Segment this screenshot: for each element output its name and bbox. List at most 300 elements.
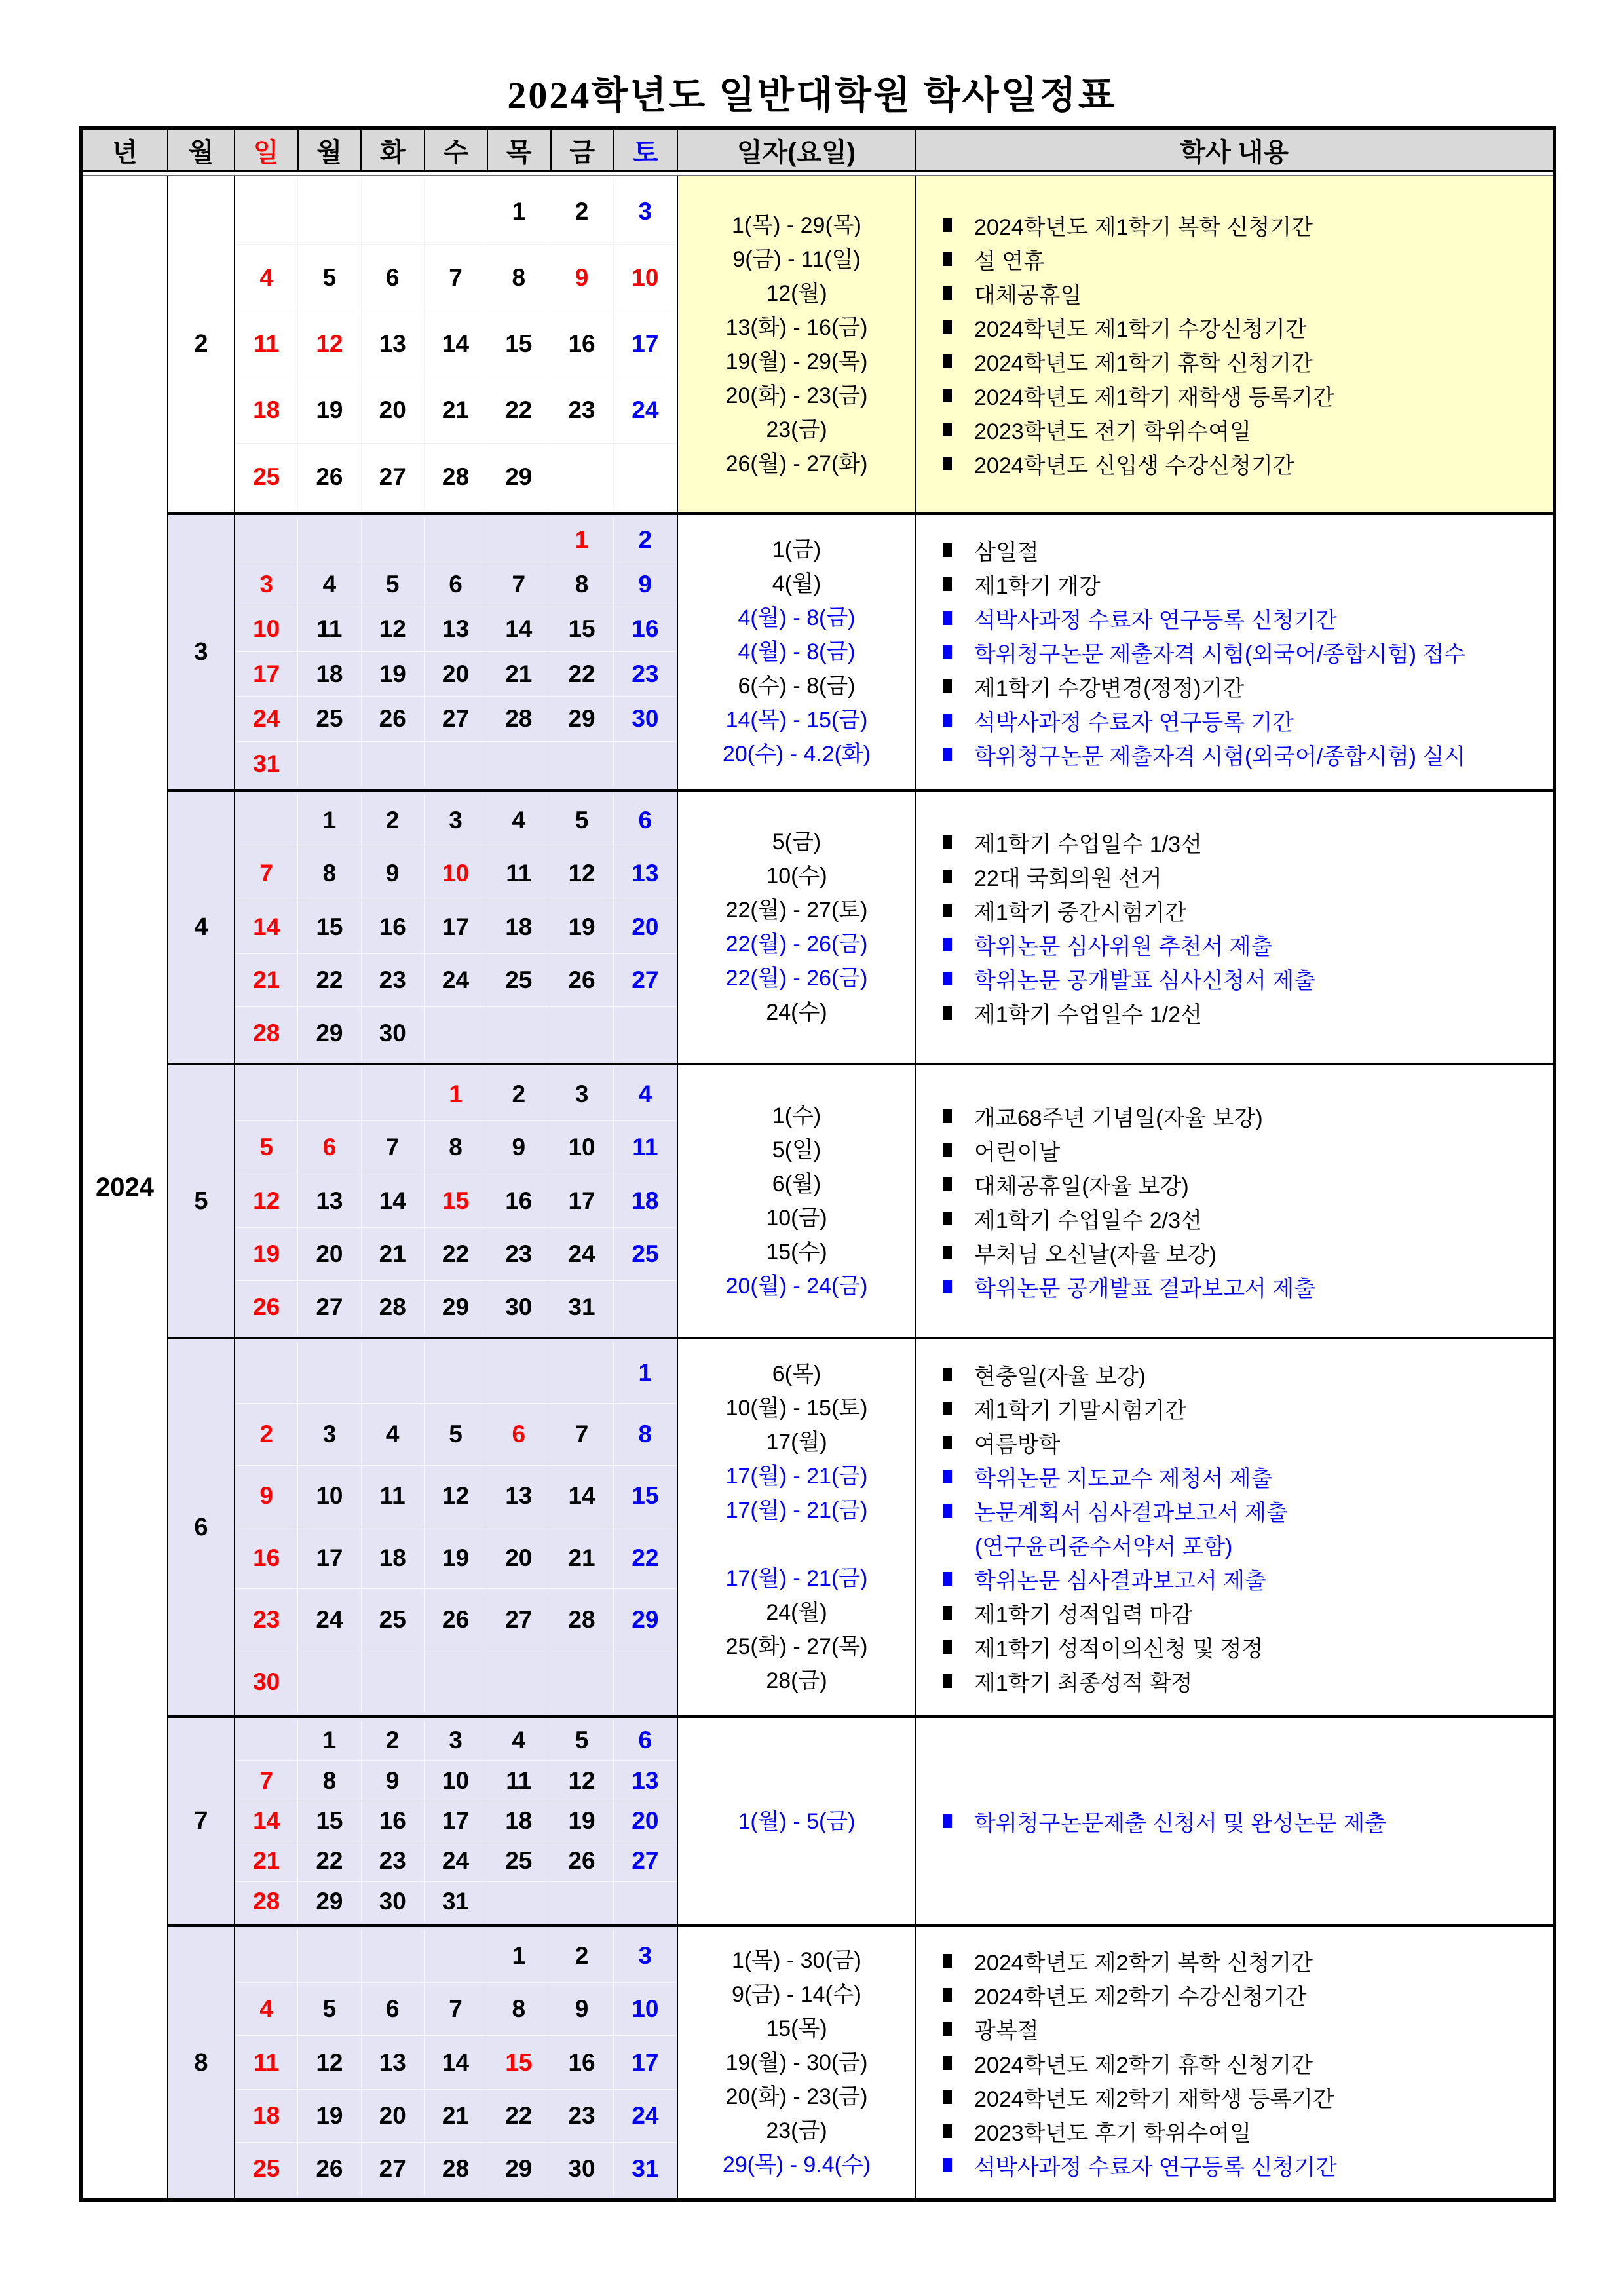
- day-cell: 10: [425, 1761, 487, 1801]
- day-cell: [487, 1882, 550, 1922]
- bullet-icon: [943, 389, 952, 402]
- day-cell: 7: [425, 245, 487, 311]
- day-cell: 20: [362, 2090, 425, 2143]
- day-cell: 22: [298, 1841, 361, 1881]
- day-cell: 24: [614, 377, 677, 444]
- day-cell: [298, 1651, 361, 1713]
- day-cell: 1: [550, 518, 613, 562]
- day-cell: 19: [425, 1527, 487, 1589]
- day-cell: 27: [425, 697, 487, 741]
- schedule-item-text: 제1학기 중간시험기간: [974, 900, 1186, 925]
- day-cell: 3: [614, 179, 677, 245]
- week-row: [235, 652, 677, 697]
- month-label-2: 2: [168, 176, 235, 512]
- day-cell: 25: [614, 1228, 677, 1281]
- day-cell: 30: [235, 1651, 298, 1713]
- day-cell: 22: [487, 2090, 550, 2143]
- day-cell: [425, 1342, 487, 1404]
- schedule-item: [916, 859, 1553, 893]
- day-cell: 13: [425, 607, 487, 652]
- day-cell: 9: [235, 1466, 298, 1527]
- bullet-icon: [943, 1954, 952, 1968]
- date-range: 26(월) - 27(화): [725, 451, 868, 476]
- date-range: 22(월) - 27(토): [725, 898, 868, 923]
- header-cell-thursday: 목: [488, 130, 552, 170]
- header-cell-date-range: 일자(요일): [678, 130, 916, 170]
- day-cell: 20: [614, 900, 677, 953]
- day-cell: 16: [487, 1174, 550, 1227]
- day-cell: 26: [298, 444, 361, 510]
- day-cell: 11: [487, 1761, 550, 1801]
- month-8-day-grid: [235, 1927, 678, 2198]
- schedule-item: [916, 277, 1553, 311]
- schedule-item-text: 석박사과정 수료자 연구등록 신청기간: [974, 2154, 1337, 2180]
- month-5-date-column: [678, 1065, 916, 1337]
- day-cell: 9: [614, 562, 677, 607]
- day-cell: 20: [614, 1801, 677, 1841]
- month-5-content-column: [916, 1065, 1553, 1337]
- year-label: 2024: [96, 1172, 154, 1202]
- day-cell: [298, 742, 361, 786]
- day-cell: 23: [235, 1589, 298, 1651]
- week-row: [235, 1121, 677, 1174]
- day-cell: [614, 742, 677, 786]
- day-cell: 14: [425, 2036, 487, 2089]
- date-range: 23(금): [766, 2118, 827, 2143]
- bullet-icon: [943, 2158, 952, 2172]
- month-block-5: [168, 1063, 1553, 1337]
- week-row: [235, 847, 677, 900]
- day-cell: [362, 1068, 425, 1121]
- month-label-3: 3: [168, 515, 235, 789]
- day-cell: 28: [235, 1882, 298, 1922]
- date-range: 13(화) - 16(금): [725, 315, 868, 340]
- week-row: [235, 2090, 677, 2143]
- month-2-day-grid: [235, 176, 678, 512]
- day-cell: 1: [298, 1721, 361, 1761]
- date-range: 19(월) - 29(목): [725, 349, 868, 374]
- date-range: 17(월): [766, 1430, 827, 1455]
- day-cell: 1: [614, 1342, 677, 1404]
- year-cell: [83, 176, 168, 2198]
- day-cell: 24: [614, 2090, 677, 2143]
- day-cell: 17: [298, 1527, 361, 1589]
- month-7-date-column: [678, 1718, 916, 1924]
- day-cell: [487, 1342, 550, 1404]
- date-range: 24(수): [766, 1000, 827, 1025]
- day-cell: 21: [235, 1841, 298, 1881]
- day-cell: 11: [362, 1466, 425, 1527]
- day-cell: 24: [425, 954, 487, 1007]
- week-row: [235, 1801, 677, 1841]
- day-cell: 16: [614, 607, 677, 652]
- schedule-item: [916, 1201, 1553, 1235]
- schedule-item: [916, 2114, 1553, 2148]
- week-row: [235, 1007, 677, 1060]
- day-cell: 18: [235, 377, 298, 444]
- day-cell: 27: [614, 1841, 677, 1881]
- bullet-icon: [943, 320, 952, 334]
- bullet-icon: [943, 748, 952, 761]
- schedule-item: [916, 635, 1553, 669]
- day-cell: 31: [235, 742, 298, 786]
- header-cell-sunday: 일: [235, 130, 299, 170]
- day-cell: [550, 1882, 613, 1922]
- bullet-icon: [943, 1814, 952, 1828]
- day-cell: [235, 794, 298, 847]
- date-range: 24(월): [766, 1600, 827, 1625]
- month-8-date-column: [678, 1927, 916, 2198]
- day-cell: 18: [298, 652, 361, 697]
- schedule-item: [916, 893, 1553, 927]
- month-label-4: 4: [168, 792, 235, 1063]
- day-cell: 14: [487, 607, 550, 652]
- month-3-content-column: [916, 515, 1553, 789]
- day-cell: 4: [614, 1068, 677, 1121]
- schedule-item: [916, 703, 1553, 737]
- month-7-content-column: [916, 1718, 1553, 1924]
- schedule-item-text: 논문계획서 심사결과보고서 제출: [974, 1500, 1288, 1525]
- day-cell: [298, 179, 361, 245]
- header-cell-wednesday: 수: [425, 130, 489, 170]
- day-cell: 10: [614, 1983, 677, 2036]
- schedule-item-text: 2024학년도 제2학기 재학생 등록기간: [974, 2086, 1334, 2112]
- day-cell: 28: [487, 697, 550, 741]
- day-cell: 15: [298, 900, 361, 953]
- schedule-item: [916, 601, 1553, 635]
- day-cell: [235, 1930, 298, 1983]
- day-cell: 20: [298, 1228, 361, 1281]
- day-cell: [235, 1068, 298, 1121]
- date-range: 4(월) - 8(금): [738, 605, 856, 630]
- day-cell: 4: [298, 562, 361, 607]
- schedule-item: [916, 1527, 1553, 1561]
- day-cell: 24: [235, 697, 298, 741]
- schedule-item-text: 제1학기 수강변경(정정)기간: [974, 676, 1245, 701]
- day-cell: 12: [235, 1174, 298, 1227]
- day-cell: 28: [425, 2143, 487, 2196]
- week-row: [235, 1983, 677, 2036]
- day-cell: 4: [362, 1404, 425, 1465]
- week-row: [235, 1589, 677, 1651]
- day-cell: 13: [487, 1466, 550, 1527]
- date-range: 20(화) - 23(금): [725, 383, 868, 408]
- schedule-item: [916, 1167, 1553, 1201]
- day-cell: 15: [614, 1466, 677, 1527]
- day-cell: [487, 1651, 550, 1713]
- day-cell: 7: [362, 1121, 425, 1174]
- table-header-row: [83, 130, 1553, 170]
- day-cell: [550, 1342, 613, 1404]
- day-cell: 2: [362, 794, 425, 847]
- day-cell: 27: [487, 1589, 550, 1651]
- day-cell: 3: [235, 562, 298, 607]
- day-cell: 25: [487, 954, 550, 1007]
- schedule-item: [916, 2012, 1553, 2046]
- schedule-item-text: 학위논문 심사위원 추천서 제출: [974, 934, 1273, 959]
- schedule-item: [916, 1269, 1553, 1303]
- schedule-item: [916, 927, 1553, 961]
- day-cell: [362, 742, 425, 786]
- day-cell: 6: [362, 245, 425, 311]
- month-block-4: [168, 789, 1553, 1063]
- month-block-3: [168, 512, 1553, 789]
- schedule-item: [916, 2148, 1553, 2182]
- bullet-icon: [943, 1606, 952, 1620]
- schedule-item: [916, 1561, 1553, 1596]
- day-cell: 16: [362, 1801, 425, 1841]
- week-row: [235, 1841, 677, 1881]
- day-cell: 6: [614, 1721, 677, 1761]
- day-cell: 9: [362, 847, 425, 900]
- day-cell: 26: [235, 1281, 298, 1334]
- day-cell: 26: [425, 1589, 487, 1651]
- day-cell: 28: [235, 1007, 298, 1060]
- schedule-item-text: 제1학기 최종성적 확정: [974, 1670, 1193, 1696]
- bullet-icon: [943, 423, 952, 436]
- day-cell: 5: [425, 1404, 487, 1465]
- week-row: [235, 245, 677, 311]
- schedule-item-text: 제1학기 수업일수 1/3선: [974, 832, 1202, 857]
- date-range: 4(월) - 8(금): [738, 640, 856, 664]
- day-cell: 28: [425, 444, 487, 510]
- schedule-item: [916, 1133, 1553, 1167]
- week-row: [235, 1930, 677, 1983]
- day-cell: 11: [614, 1121, 677, 1174]
- date-range: 10(월) - 15(토): [725, 1396, 868, 1421]
- schedule-item-text: 2024학년도 신입생 수강신청기간: [974, 453, 1294, 478]
- month-3-date-column: [678, 515, 916, 789]
- bullet-icon: [943, 286, 952, 300]
- date-range: [678, 1527, 915, 1561]
- day-cell: 25: [298, 697, 361, 741]
- day-cell: [550, 742, 613, 786]
- day-cell: 17: [235, 652, 298, 697]
- day-cell: 2: [235, 1404, 298, 1465]
- header-cell-saturday: 토: [614, 130, 678, 170]
- bullet-icon: [943, 1280, 952, 1293]
- day-cell: 17: [614, 2036, 677, 2089]
- date-range: 25(화) - 27(목): [725, 1634, 868, 1659]
- schedule-item-text: 2024학년도 제1학기 수강신청기간: [974, 317, 1307, 342]
- schedule-item-text: 2024학년도 제2학기 휴학 신청기간: [974, 2052, 1313, 2078]
- day-cell: 14: [425, 311, 487, 377]
- date-range: 10(금): [766, 1206, 827, 1231]
- date-range: 1(목) - 30(금): [732, 1948, 861, 1973]
- schedule-item-text: 학위논문 지도교수 제청서 제출: [974, 1466, 1273, 1491]
- day-cell: 20: [362, 377, 425, 444]
- day-cell: 29: [425, 1281, 487, 1334]
- date-range: 17(월) - 21(금): [725, 1498, 868, 1523]
- week-row: [235, 2036, 677, 2089]
- day-cell: 7: [235, 847, 298, 900]
- day-cell: [298, 1930, 361, 1983]
- week-row: [235, 697, 677, 741]
- schedule-item: [916, 1943, 1553, 1978]
- schedule-item: [916, 1391, 1553, 1425]
- bullet-icon: [943, 1572, 952, 1586]
- day-cell: 9: [487, 1121, 550, 1174]
- header-cell-content: 학사 내용: [1180, 138, 1289, 167]
- date-range: 5(일): [772, 1138, 821, 1162]
- day-cell: 7: [425, 1983, 487, 2036]
- day-cell: 3: [425, 1721, 487, 1761]
- month-label-6: 6: [168, 1339, 235, 1715]
- day-cell: [487, 518, 550, 562]
- schedule-item: [916, 447, 1553, 481]
- bullet-icon: [943, 1109, 952, 1123]
- bullet-icon: [943, 218, 952, 232]
- schedule-item: [916, 1805, 1553, 1839]
- date-range: 9(금) - 14(수): [732, 1982, 861, 2007]
- day-cell: 30: [362, 1007, 425, 1060]
- week-row: [235, 1466, 677, 1527]
- day-cell: 4: [235, 245, 298, 311]
- date-range: 22(월) - 26(금): [725, 932, 868, 957]
- week-row: [235, 900, 677, 953]
- schedule-item-text: 제1학기 수업일수 2/3선: [974, 1208, 1202, 1233]
- day-cell: 13: [362, 311, 425, 377]
- day-cell: 3: [550, 1068, 613, 1121]
- month-label-7: 7: [168, 1718, 235, 1924]
- date-range: 10(수): [766, 864, 827, 889]
- bullet-icon: [943, 577, 952, 591]
- date-range: 20(화) - 23(금): [725, 2084, 868, 2109]
- day-cell: [298, 518, 361, 562]
- day-cell: 22: [425, 1228, 487, 1281]
- month-2-content-column: [916, 176, 1553, 512]
- day-cell: 4: [235, 1983, 298, 2036]
- schedule-item: [916, 995, 1553, 1029]
- day-cell: [235, 179, 298, 245]
- week-row: [235, 794, 677, 847]
- day-cell: 5: [362, 562, 425, 607]
- day-cell: 12: [298, 311, 361, 377]
- day-cell: 29: [614, 1589, 677, 1651]
- schedule-item-text: 2024학년도 제1학기 휴학 신청기간: [974, 351, 1313, 376]
- day-cell: 7: [550, 1404, 613, 1465]
- day-cell: 1: [298, 794, 361, 847]
- day-cell: 24: [298, 1589, 361, 1651]
- schedule-item-text: 2024학년도 제2학기 복학 신청기간: [974, 1950, 1313, 1976]
- day-cell: [362, 518, 425, 562]
- day-cell: 5: [298, 1983, 361, 2036]
- schedule-item: [916, 1099, 1553, 1133]
- day-cell: [425, 742, 487, 786]
- day-cell: 27: [362, 2143, 425, 2196]
- day-cell: 6: [487, 1404, 550, 1465]
- date-range: 23(금): [766, 417, 827, 442]
- schedule-item: [916, 379, 1553, 413]
- bullet-icon: [943, 252, 952, 266]
- day-cell: 17: [425, 1801, 487, 1841]
- bullet-icon: [943, 645, 952, 659]
- day-cell: 29: [298, 1882, 361, 1922]
- schedule-item-text: 학위논문 공개발표 심사신청서 제출: [974, 968, 1315, 993]
- date-range: 12(월): [766, 280, 827, 306]
- double-rule-divider: [83, 170, 1553, 176]
- date-range: 15(목): [766, 2016, 827, 2041]
- month-4-day-grid: [235, 792, 678, 1063]
- day-cell: 14: [235, 1801, 298, 1841]
- day-cell: 1: [425, 1068, 487, 1121]
- date-range: 1(목) - 29(목): [732, 212, 861, 238]
- day-cell: 21: [425, 377, 487, 444]
- day-cell: 6: [298, 1121, 361, 1174]
- schedule-item: [916, 1493, 1553, 1527]
- schedule-item: [916, 1357, 1553, 1391]
- day-cell: 28: [550, 1589, 613, 1651]
- day-cell: 9: [550, 245, 613, 311]
- schedule-item-text: 어린이날: [974, 1139, 1061, 1165]
- month-3-day-grid: [235, 515, 678, 789]
- week-row: [235, 1651, 677, 1713]
- day-cell: 19: [298, 377, 361, 444]
- day-cell: 31: [425, 1882, 487, 1922]
- date-range: 17(월) - 21(금): [725, 1566, 868, 1591]
- bullet-icon: [943, 1640, 952, 1654]
- day-cell: [425, 179, 487, 245]
- schedule-item: [916, 1630, 1553, 1664]
- date-range: 20(월) - 24(금): [725, 1274, 868, 1299]
- date-range: 28(금): [766, 1668, 827, 1693]
- day-cell: 26: [550, 954, 613, 1007]
- week-row: [235, 1068, 677, 1121]
- day-cell: 23: [550, 2090, 613, 2143]
- schedule-item-text: 2023학년도 후기 학위수여일: [974, 2120, 1251, 2146]
- day-cell: 10: [614, 245, 677, 311]
- week-row: [235, 2143, 677, 2196]
- bullet-icon: [943, 679, 952, 693]
- month-block-8: [168, 1924, 1553, 2198]
- day-cell: 17: [550, 1174, 613, 1227]
- week-row: [235, 1721, 677, 1761]
- schedule-item: [916, 567, 1553, 601]
- schedule-item: [916, 961, 1553, 995]
- day-cell: 21: [487, 652, 550, 697]
- date-range: 22(월) - 26(금): [725, 966, 868, 991]
- day-cell: 24: [550, 1228, 613, 1281]
- schedule-item-text: 여름방학: [974, 1432, 1061, 1457]
- schedule-item-text: 제1학기 개강: [974, 573, 1101, 599]
- day-cell: 24: [425, 1841, 487, 1881]
- day-cell: 3: [614, 1930, 677, 1983]
- date-range: 1(월) - 5(금): [738, 1808, 856, 1834]
- day-cell: 31: [550, 1281, 613, 1334]
- week-row: [235, 1174, 677, 1227]
- day-cell: 20: [487, 1527, 550, 1589]
- day-cell: 2: [362, 1721, 425, 1761]
- day-cell: 5: [550, 794, 613, 847]
- date-range: 6(수) - 8(금): [738, 674, 856, 698]
- bullet-icon: [943, 1436, 952, 1449]
- day-cell: 13: [614, 1761, 677, 1801]
- month-5-day-grid: [235, 1065, 678, 1337]
- day-cell: 5: [298, 245, 361, 311]
- month-7-day-grid: [235, 1718, 678, 1924]
- day-cell: 18: [487, 900, 550, 953]
- day-cell: 21: [235, 954, 298, 1007]
- day-cell: 12: [425, 1466, 487, 1527]
- day-cell: 16: [550, 311, 613, 377]
- day-cell: 15: [487, 311, 550, 377]
- day-cell: [550, 444, 613, 510]
- schedule-item: [916, 1596, 1553, 1630]
- day-cell: [235, 518, 298, 562]
- bullet-icon: [943, 972, 952, 985]
- day-cell: 17: [425, 900, 487, 953]
- bullet-icon: [943, 543, 952, 557]
